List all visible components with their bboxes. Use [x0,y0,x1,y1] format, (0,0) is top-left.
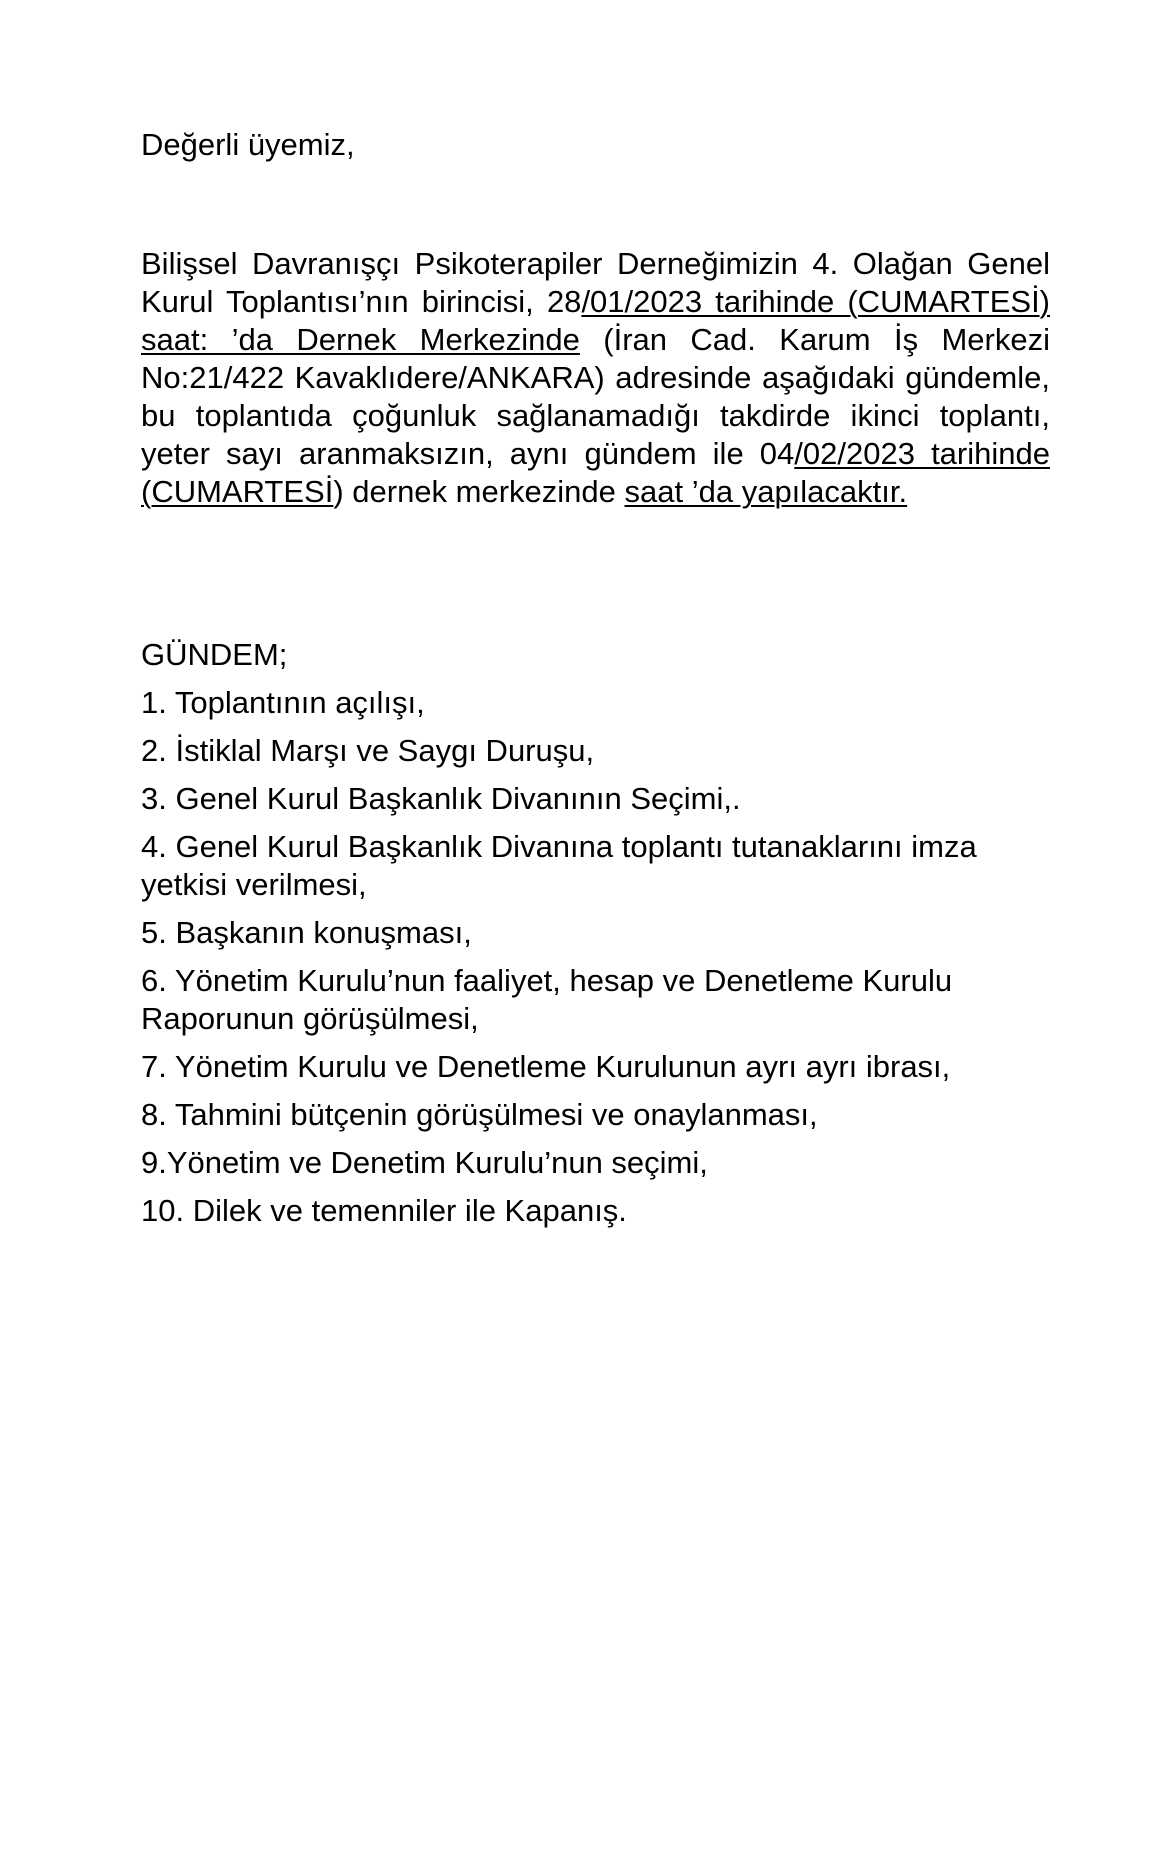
agenda-list [141,684,1050,1230]
first-meeting-date: /01/2023 tarihinde (CUMARTESİ) saat: ’da Dernek Merkezinde [141,284,1051,357]
agenda-item: 4. Genel Kurul Başkanlık Divanına toplantı tutanaklarını imza yetkisi verilmesi, [141,829,977,902]
agenda-item: 2. İstiklal Marşı ve Saygı Duruşu, [141,733,595,768]
paragraph-segment: Bilişsel Davranışçı Psikoterapiler Derneğimizin 4. Olağan Genel Kurul Toplantısı’nın birincisi, 28 [141,246,1050,319]
agenda-item: 3. Genel Kurul Başkanlık Divanının Seçimi,. [141,781,741,816]
agenda-item: 6. Yönetim Kurulu’nun faaliyet, hesap ve Denetleme Kurulu Raporunun görüşülmesi, [141,963,953,1036]
paragraph-segment: (İran Cad. Karum İş Merkezi No:21/422 Kavaklıdere/ANKARA) adresinde aşağıdaki gündemle, bu toplantıda çoğunluk sağlanamadığı takdirde ikinci toplantı, yeter sayı aranmaksızın, aynı gündem ile 04 [141,322,1050,471]
letter-body [141,126,1050,1240]
agenda-item: 8. Tahmini bütçenin görüşülmesi ve onaylanması, [141,1097,818,1132]
agenda-item: 1. Toplantının açılışı, [141,685,425,720]
paragraph-segment: ) dernek merkezinde [333,474,625,509]
salutation: Değerli üyemiz, [141,127,355,162]
agenda-item: 9.Yönetim ve Denetim Kurulu’nun seçimi, [141,1145,708,1180]
agenda-item: 5. Başkanın konuşması, [141,915,472,950]
meeting-time: saat ’da yapılacaktır. [624,474,908,509]
agenda-title: GÜNDEM; [141,637,288,672]
agenda-item: 10. Dilek ve temenniler ile Kapanış. [141,1193,627,1228]
invitation-paragraph [141,245,1050,511]
second-meeting-date: /02/2023 tarihinde (CUMARTESİ [141,436,1050,509]
agenda-item: 7. Yönetim Kurulu ve Denetleme Kurulunun ayrı ayrı ibrası, [141,1049,951,1084]
